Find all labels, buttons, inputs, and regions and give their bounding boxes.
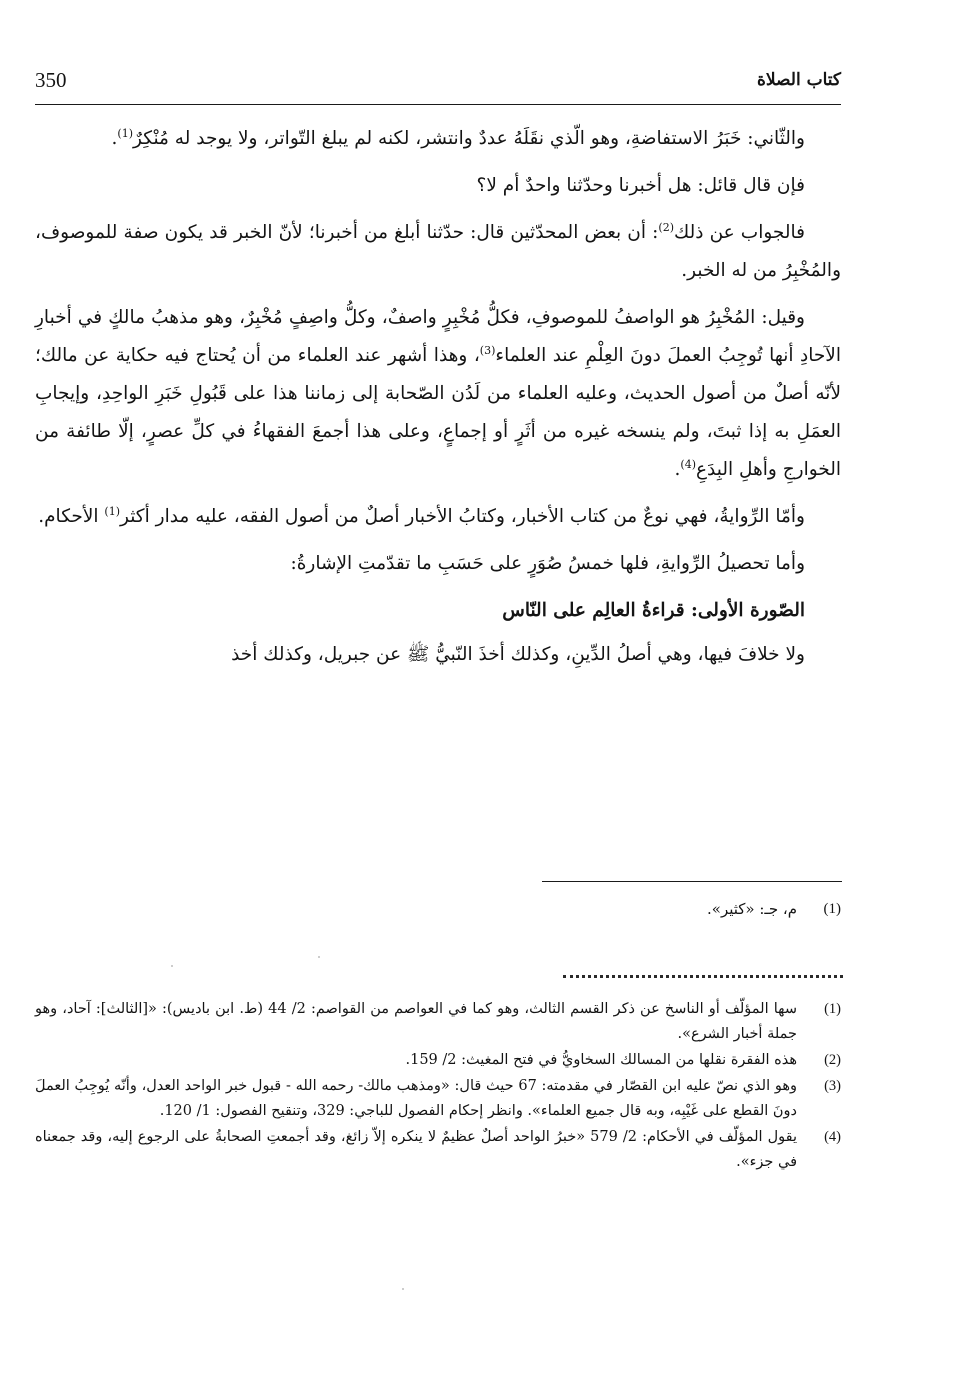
footnote-number: (2) [824,1052,841,1068]
paragraph-5-rest: الأحكام. [38,506,105,527]
footnote-text: وهو الذي نصّ عليه ابن القصّار في مقدمته: 67 حيث قال: «ومذهب مالك- رحمه الله - قبول خبر الواحد العدل، وأنّه يُوجِبُ العملَ دونَ القطع على غَيْبِه، وبه قال جميع العلماء». وانظر إحكام الفصول للباجي: 329، وتنقيح الفصول: 1/ 120. [35,1078,797,1119]
paragraph-3-rest: : أن بعض المحدّثين قال: حدّثنا أبلغ من أخبرنا؛ لأنّ الخبر قد يكون صفة للموصوف، والمُخْبِرُ من له الخبر. [35,222,841,281]
paragraph-1-text: والثّاني: خَبَرُ الاستفاضةِ، وهو الّذي نقَلَهُ عددٌ وانتشر، لكنه لم يبلغ التّواتر، ولا يوجد له مُنْكِرٌ [133,128,805,149]
footnote-ref-1: (1) [117,126,134,140]
paragraph-5 [35,498,841,536]
paragraph-2: فإن قال قائل: هل أخبرنا وحدّثنا واحدٌ أم لا؟ [476,175,805,196]
footnote [35,1048,841,1073]
scan-speck [171,965,173,967]
footnote-text: هذه الفقرة نقلها من المسالك السخاويُّ في فتح المغيث: 2/ 159. [405,1052,797,1068]
main-text [35,120,841,683]
scan-speck [318,956,320,958]
footnote-separator [542,881,842,882]
footnote-ref-5: (1) [104,504,121,518]
footnote [35,1125,841,1175]
paragraph-8: ولا خلافَ فيها، وهي أصلُ الدِّينِ، وكذلك أخذَ النّبيُّ ﷺ عن جبريل، وكذلك أخذ [231,644,805,665]
paragraph-6: وأما تحصيلُ الرِّوايةِ، فلها خمسُ صُوَرٍ على حَسَبِ ما تقدّمتِ الإشارةُ: [290,553,805,574]
section-heading: الصّورة الأولى: قراءةُ العالِم على النّاس [502,600,805,621]
apparatus-note-number: (1) [823,901,841,917]
page-number: 350 [35,68,67,92]
paragraph-4-middle: ، وهذا أشهر عند العلماء من أن يُحتاج فيه حكاية عن مالك؛ لأنّه أصلٌ من أصول الحديث، وعليه العلماء من لَدُن الصّحابة إلى زماننا هذا على قَبُولِ خَبَرِ الواحِدِ، وإيجابِ العمَلِ به إذا ثبتَ، ولم ينسخه غيره من أثَرٍ أو إجماعٍ، وعلى هذا أجمعَ الفقهاءُ في كلِّ عصرٍ، إلّا طائفة من الخوارجِ وأهلِ البِدَعِ [35,345,841,480]
footnote-text: يقول المؤلّف في الأحكام: 2/ 579 «خبرُ الواحد أصلٌ عظيمٌ لا ينكره إلاّ زائغ، وقد أجمعتِ الصحابةُ على الرجوع إليه، وقد جمعناه في جزء». [35,1129,797,1170]
footnotes [35,997,841,1176]
page-header [35,64,841,105]
paragraph-4-end: . [674,459,681,480]
paragraph-4-text: وقيل: المُخْبِرُ هو الواصفُ للموصوفِ، فكلُّ مُخْبِرٍ واصفٌ، وكلُّ واصِفٍ مُخْبِرٌ، وهو مذهبُ مالكٍ في أخبارِ الآحادِ أنها تُوجِبُ العملَ دونَ العِلْمِ عند العلماء [35,307,841,366]
footnote-ref-2: (2) [658,220,674,234]
dotted-separator [563,975,843,978]
apparatus-note-text: م، جـ: «كثير». [707,900,797,918]
footnote-ref-4: (4) [680,457,696,471]
footnote-ref-3: (3) [479,343,496,357]
footnote-number: (3) [824,1078,841,1094]
footnote-number: (1) [824,1001,841,1017]
footnote [35,997,841,1047]
paragraph-1-end: . [111,128,118,149]
paragraph-3 [35,214,841,290]
running-title: كتاب الصلاة [756,70,841,90]
paragraph-4 [35,299,841,489]
footnote-text: سها المؤلّف أو الناسخ عن ذكر القسم الثالث، وهو كما في العواصم من القواصم: 2/ 44 (ط. ابن باديس): «[الثالث]: آحاد، وهو جملة أخبار الشرع». [35,1001,797,1042]
footnote-number: (4) [824,1129,841,1145]
scan-speck [402,1288,404,1290]
paragraph-5-text: وأمّا الرِّوايةُ، فهي نوعٌ من كتاب الأخبار، وكتابُ الأخبار أصلٌ من أصول الفقه، عليه مدار أكثر [120,506,805,527]
apparatus-note [35,895,841,923]
paragraph-1 [35,120,841,158]
footnote [35,1074,841,1124]
paragraph-3-text: فالجواب عن ذلك [673,222,805,243]
